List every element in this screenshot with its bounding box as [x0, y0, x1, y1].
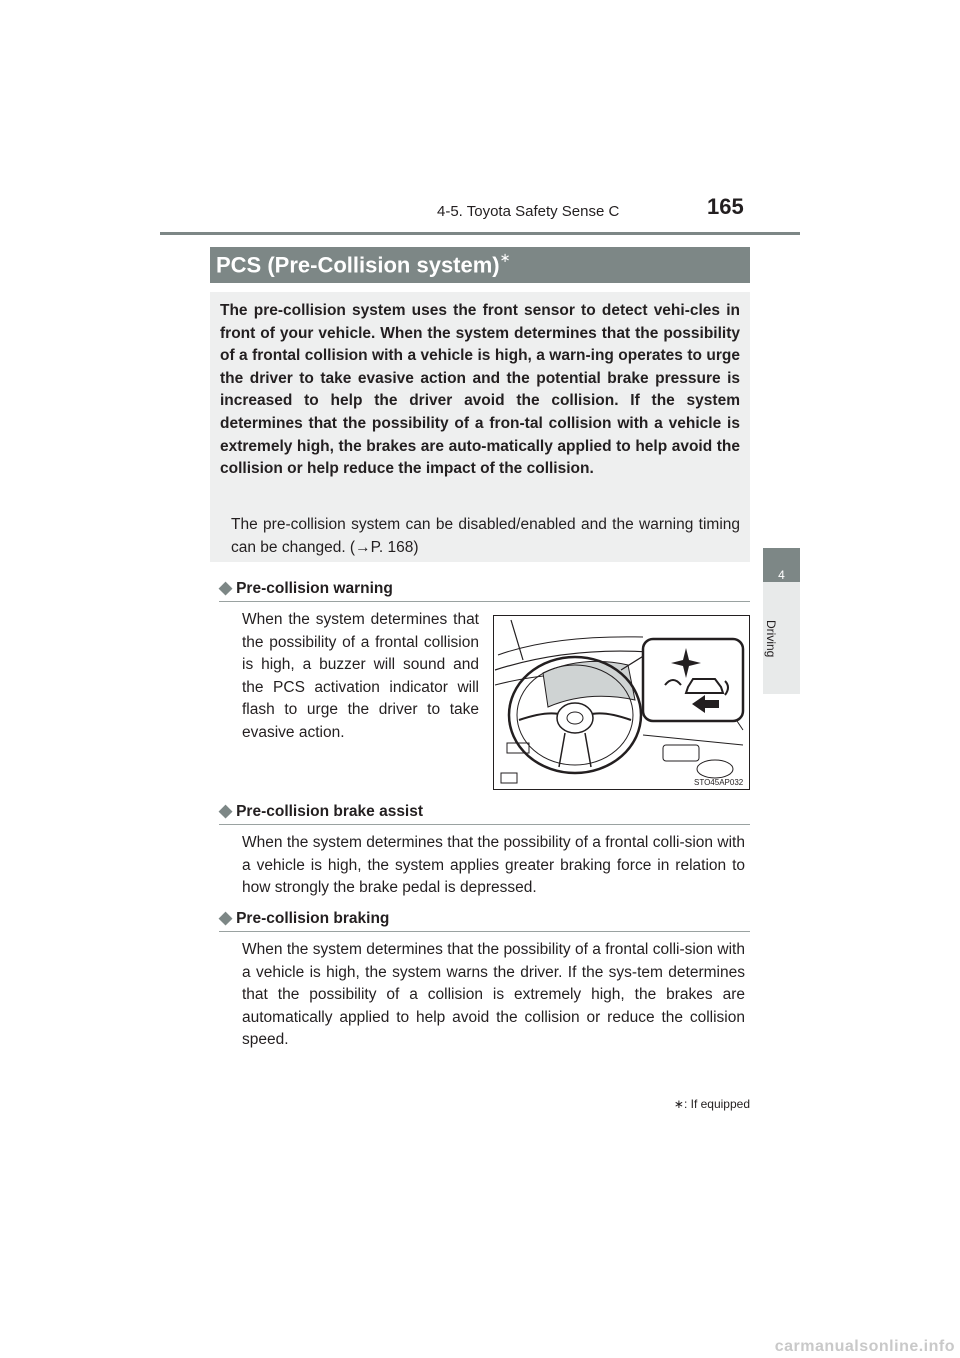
pre-collision-braking-body: When the system determines that the possibility of a frontal colli-sion with a vehicle is high, the system warns the driver. If the sys-tem determines that the possibility of a collision is extremely high, the brakes are automatically applied to help avoid the collision or reduce the collision speed. [242, 941, 745, 1049]
subheading-text: Pre-collision brake assist [236, 803, 424, 820]
subheading-text: Pre-collision braking [236, 910, 390, 927]
diamond-bullet-icon: ◆ [219, 578, 233, 597]
footnote-text: : If equipped [683, 1097, 750, 1111]
section-title-text: PCS (Pre-Collision system) [216, 252, 500, 278]
subheading-pre-collision-brake-assist [219, 801, 423, 821]
diamond-bullet-icon: ◆ [219, 801, 233, 820]
intro-note: The pre-collision system can be disabled/enabled and the warning timing can be changed. (→P. 168) [231, 516, 740, 556]
subheading-rule [219, 601, 750, 602]
if-equipped-mark: ∗ [499, 250, 511, 265]
header-divider [160, 232, 800, 235]
pre-collision-brake-assist-body: When the system determines that the possibility of a frontal colli-sion with a vehicle is high, the system applies greater braking force in relation to how strongly the brake pedal is depressed. [242, 834, 745, 897]
chapter-tab-label: Driving [764, 620, 778, 658]
subheading-pre-collision-braking [219, 908, 389, 928]
diamond-bullet-icon: ◆ [219, 908, 233, 927]
section-title [216, 252, 511, 278]
dashboard-illustration [493, 615, 750, 790]
subheading-rule [219, 931, 750, 932]
chapter-tab-number: 4 [778, 568, 785, 582]
figure-code: STO45AP032 [694, 778, 744, 787]
page-number: 165 [707, 194, 744, 219]
header-section-title: 4-5. Toyota Safety Sense C [437, 203, 620, 220]
intro-summary: The pre-collision system uses the front sensor to detect vehi-cles in front of your vehicle. When the system determines that the possibility of a frontal collision with a vehicle is high, a warn-ing operates to urge the driver to take evasive action and the potential brake pressure is increased to help the driver avoid the collision. If the system determines that the possibility of a fron-tal collision with a vehicle is extremely high, the brakes are auto-matically applied to help avoid the collision or help reduce the impact of the collision. [220, 302, 740, 478]
subheading-pre-collision-warning [219, 578, 393, 598]
footnote-mark: ∗ [673, 1097, 684, 1111]
watermark: carmanualsonline.info [774, 1338, 955, 1355]
footnote [600, 1097, 750, 1111]
pre-collision-warning-body: When the system determines that the possibility of a frontal collision is high, a buzzer will sound and the PCS activation indicator will flash to urge the driver to take evasive action. [242, 611, 479, 741]
subheading-text: Pre-collision warning [236, 580, 393, 597]
subheading-rule [219, 824, 750, 825]
